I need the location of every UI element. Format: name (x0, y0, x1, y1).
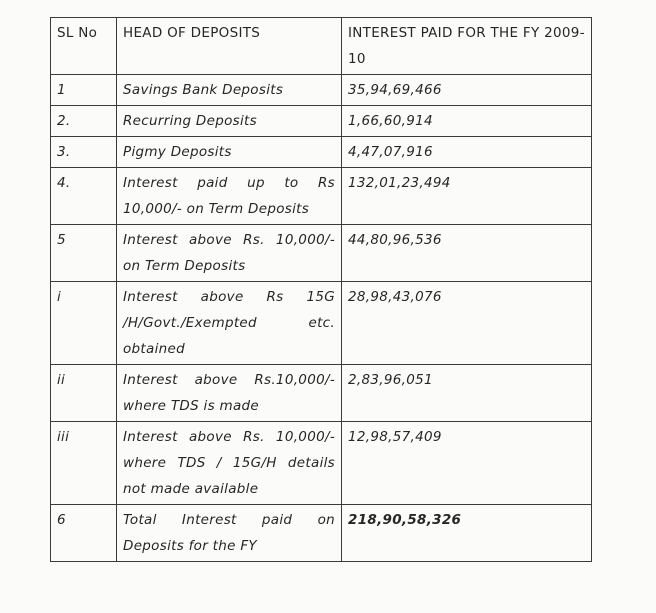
row-head: Interest above Rs 15G /H/Govt./Exempted etc. obtained (117, 282, 342, 365)
table-row (51, 365, 592, 422)
row-head: Recurring Deposits (117, 106, 342, 137)
row-amount: 132,01,23,494 (342, 168, 592, 225)
table-row (51, 282, 592, 365)
row-amount: 2,83,96,051 (342, 365, 592, 422)
row-amount: 1,66,60,914 (342, 106, 592, 137)
row-head: Interest above Rs. 10,000/- on Term Deposits (117, 225, 342, 282)
row-head: Total Interest paid on Deposits for the FY (117, 505, 342, 562)
row-head: Interest paid up to Rs 10,000/- on Term Deposits (117, 168, 342, 225)
row-amount-total: 218,90,58,326 (342, 505, 592, 562)
row-amount: 4,47,07,916 (342, 137, 592, 168)
row-sl: 4. (51, 168, 117, 225)
table-total-row (51, 505, 592, 562)
row-head: Interest above Rs.10,000/- where TDS is made (117, 365, 342, 422)
row-sl: 2. (51, 106, 117, 137)
row-sl: 1 (51, 75, 117, 106)
row-head: Interest above Rs. 10,000/- where TDS / 15G/H details not made available (117, 422, 342, 505)
row-sl: i (51, 282, 117, 365)
row-head: Savings Bank Deposits (117, 75, 342, 106)
row-amount: 35,94,69,466 (342, 75, 592, 106)
table-row (51, 75, 592, 106)
table-row (51, 168, 592, 225)
row-sl: 6 (51, 505, 117, 562)
row-amount: 12,98,57,409 (342, 422, 592, 505)
table-row (51, 422, 592, 505)
table-row (51, 137, 592, 168)
header-interest-paid: INTEREST PAID FOR THE FY 2009-10 (342, 18, 592, 75)
table-header-row (51, 18, 592, 75)
row-sl: 5 (51, 225, 117, 282)
row-sl: 3. (51, 137, 117, 168)
row-head: Pigmy Deposits (117, 137, 342, 168)
row-amount: 44,80,96,536 (342, 225, 592, 282)
row-sl: iii (51, 422, 117, 505)
table-row (51, 225, 592, 282)
table-row (51, 106, 592, 137)
row-sl: ii (51, 365, 117, 422)
row-amount: 28,98,43,076 (342, 282, 592, 365)
header-sl-no: SL No (51, 18, 117, 75)
header-head-of-deposits: HEAD OF DEPOSITS (117, 18, 342, 75)
interest-deposits-table (50, 17, 592, 562)
